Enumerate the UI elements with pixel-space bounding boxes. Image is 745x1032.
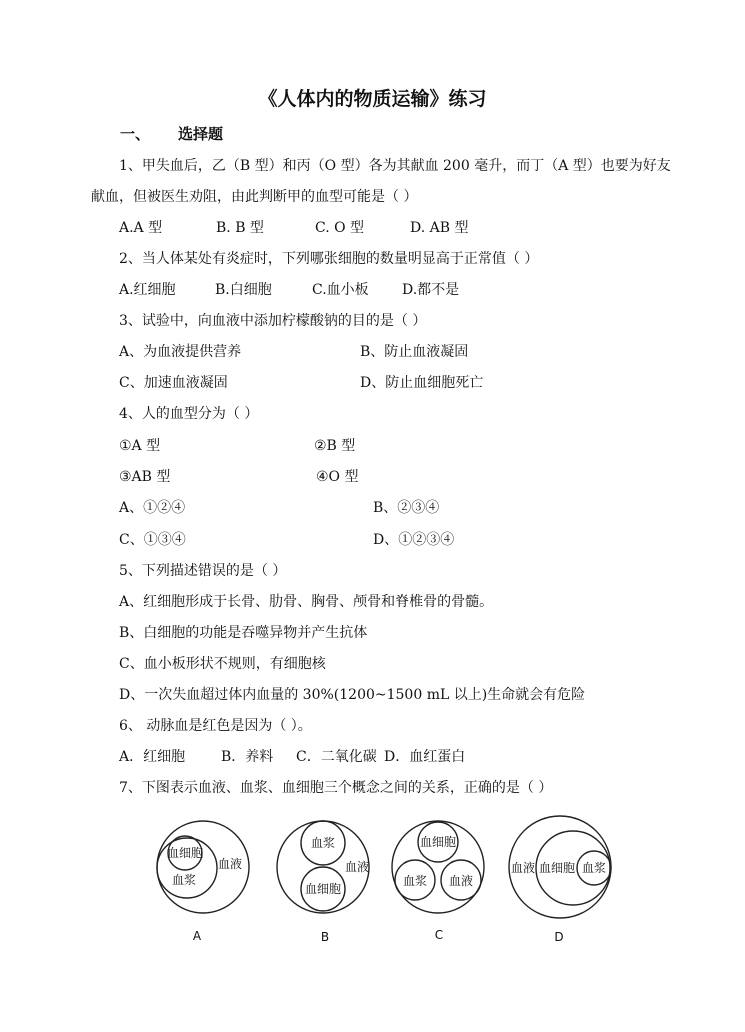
q2-option-a: A.红细胞 bbox=[119, 282, 176, 298]
diagram-a-label-2: 血浆 bbox=[171, 873, 197, 887]
q6-stem: 6、 动脉血是红色是因为（ ）。 bbox=[119, 718, 312, 734]
q2-option-b: B.白细胞 bbox=[215, 282, 272, 298]
q6-option-d: D．血红蛋白 bbox=[384, 749, 466, 765]
q4-stem: 4、人的血型分为（ ） bbox=[119, 406, 259, 422]
q1-stem-line1: 1、甲失血后，乙（B 型）和丙（O 型）各为其献血 200 毫升，而丁（A 型）也要为好友 bbox=[119, 158, 671, 174]
q2-option-d: D.都不是 bbox=[402, 282, 460, 298]
diagram-a-caption: A bbox=[192, 929, 202, 943]
q1-option-b: B. B 型 bbox=[216, 220, 264, 236]
q5-option-a: A、红细胞形成于长骨、肋骨、胸骨、颅骨和脊椎骨的骨髓。 bbox=[119, 594, 494, 610]
q1-option-d: D. AB 型 bbox=[410, 220, 469, 236]
section-heading bbox=[120, 124, 223, 144]
q7-stem: 7、下图表示血液、血浆、血细胞三个概念之间的关系，正确的是（ ） bbox=[119, 780, 553, 796]
diagram-b-label-3: 血细胞 bbox=[304, 882, 342, 896]
diagram-d-label-3: 血浆 bbox=[581, 861, 607, 875]
q3-option-d: D、防止血细胞死亡 bbox=[360, 375, 484, 391]
diagram-d-caption: D bbox=[554, 930, 564, 944]
q6-option-c: C．二氧化碳 bbox=[296, 749, 377, 765]
diagram-b-caption: B bbox=[320, 930, 330, 944]
q4-option-d: D、①②③④ bbox=[373, 532, 455, 548]
diagram-b-label-1: 血浆 bbox=[310, 836, 336, 850]
q4-item-1: ①A 型 bbox=[119, 438, 161, 454]
q1-option-c: C. O 型 bbox=[315, 220, 365, 236]
q4-option-b: B、②③④ bbox=[373, 500, 440, 516]
diagram-a-label-3: 血液 bbox=[217, 857, 243, 871]
diagram-d-label-2: 血细胞 bbox=[538, 861, 576, 875]
q1-stem-line2: 献血，但被医生劝阻，由此判断甲的血型可能是（ ） bbox=[91, 189, 418, 205]
q4-item-4: ④O 型 bbox=[316, 469, 359, 485]
q2-option-c: C.血小板 bbox=[312, 282, 369, 298]
q5-option-c: C、血小板形状不规则，有细胞核 bbox=[119, 656, 326, 672]
diagram-c-label-2: 血浆 bbox=[402, 874, 428, 888]
page-title: 《人体内的物质运输》练习 bbox=[258, 88, 487, 110]
diagram-b-label-2: 血液 bbox=[344, 860, 370, 874]
q4-item-2: ②B 型 bbox=[314, 438, 356, 454]
q5-option-b: B、白细胞的功能是吞噬异物并产生抗体 bbox=[119, 625, 368, 641]
q4-item-3: ③AB 型 bbox=[119, 469, 171, 485]
diagram-c-caption: C bbox=[434, 928, 444, 942]
q5-stem: 5、下列描述错误的是（ ） bbox=[119, 563, 287, 579]
q7-diagrams bbox=[0, 810, 745, 970]
section-label: 选择题 bbox=[178, 125, 224, 143]
diagram-c-label-1: 血细胞 bbox=[419, 835, 457, 849]
q2-stem: 2、当人体某处有炎症时，下列哪张细胞的数量明显高于正常值（ ） bbox=[119, 251, 539, 267]
q5-option-d: D、一次失血超过体内血量的 30%(1200~1500 mL 以上)生命就会有危险 bbox=[119, 687, 586, 703]
q6-option-a: A．红细胞 bbox=[119, 749, 186, 765]
q3-option-c: C、加速血液凝固 bbox=[119, 375, 228, 391]
diagram-c-label-3: 血液 bbox=[448, 874, 474, 888]
diagram-d-label-1: 血液 bbox=[510, 861, 536, 875]
q3-stem: 3、试验中，向血液中添加柠檬酸钠的目的是（ ） bbox=[119, 313, 427, 329]
q6-option-b: B．养料 bbox=[221, 749, 274, 765]
section-number: 一、 bbox=[120, 125, 151, 143]
diagram-a-label-1: 血细胞 bbox=[166, 846, 204, 860]
q3-option-a: A、为血液提供营养 bbox=[119, 344, 242, 360]
q3-option-b: B、防止血液凝固 bbox=[360, 344, 469, 360]
q4-option-a: A、①②④ bbox=[119, 500, 186, 516]
q4-option-c: C、①③④ bbox=[119, 532, 186, 548]
q1-option-a: A.A 型 bbox=[119, 220, 163, 236]
